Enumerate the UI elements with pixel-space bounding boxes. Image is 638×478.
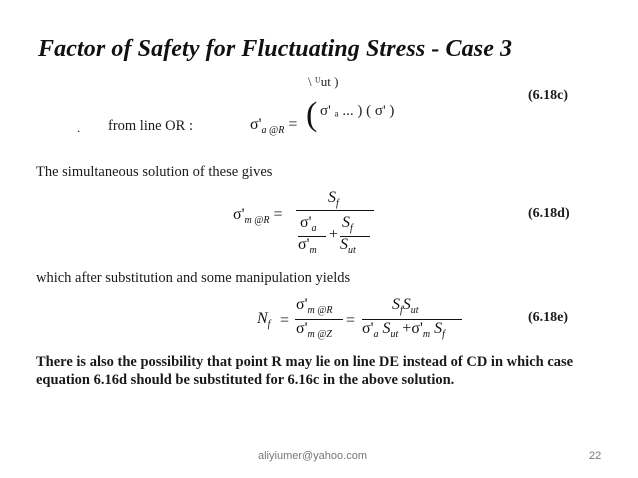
bullet-dot: . (77, 120, 81, 135)
sigma-prime-symbol: σ' (250, 116, 262, 133)
sigma-prime-symbol: σ' (362, 320, 374, 337)
eq-e-f1-numerator (296, 296, 333, 314)
text-possibility-line-1: There is also the possibility that point R may lie on line DE instead of CD in which case (36, 354, 574, 370)
s-symbol: S (340, 236, 348, 253)
subscript: a (373, 329, 379, 340)
equals-sign: = (273, 206, 283, 223)
subscript: ut (348, 245, 356, 256)
eq-e-f1-denominator (296, 320, 332, 338)
sigma-prime-symbol: σ' (298, 236, 310, 253)
subscript: f (336, 198, 339, 209)
subscript: f (442, 329, 445, 340)
subscript: f (350, 223, 353, 234)
subscript: a (311, 223, 317, 234)
eq-d-numerator (328, 189, 339, 207)
equals-sign: = (288, 116, 298, 133)
s-symbol: S (382, 320, 391, 337)
eq-c-lhs (250, 116, 297, 134)
sigma-prime-symbol: σ' (233, 206, 245, 223)
equals-sign-2: = (346, 312, 356, 329)
s-symbol: S (402, 296, 411, 313)
equation-number-d: (6.18d) (528, 206, 570, 221)
slide-title: Factor of Safety for Fluctuating Stress - Case 3 (38, 36, 513, 62)
plus-sign: + (402, 320, 412, 337)
subscript: m (422, 329, 431, 340)
text-simultaneous-solution: The simultaneous solution of these gives (36, 164, 273, 180)
eq-e-f2-denominator (362, 320, 445, 338)
page-number: 22 (589, 450, 602, 462)
subscript: m @Z (307, 329, 332, 340)
subscript: f (400, 305, 403, 316)
clipped-equation-fragment: \ ᵁut ) (308, 74, 339, 89)
s-symbol: S (328, 189, 336, 206)
text-after-substitution: which after substitution and some manipulation yields (36, 270, 351, 286)
open-paren: ( (306, 96, 318, 133)
footer-email: aliyiumer@yahoo.com (258, 450, 367, 462)
eq-c-lhs-subscript: a @R (261, 125, 285, 136)
eq-d-den1-denominator (298, 236, 317, 254)
eq-d-den2-denominator (340, 236, 356, 254)
n-symbol: N (257, 310, 268, 327)
s-symbol: S (392, 296, 400, 313)
eq-d-lhs (233, 206, 283, 224)
s-symbol: S (434, 320, 443, 337)
sigma-prime-symbol: σ' (296, 296, 308, 313)
subscript: m (309, 245, 317, 256)
sigma-prime-symbol: σ' (296, 320, 308, 337)
equals-sign-1: = (280, 312, 290, 329)
text-possibility-line-2: equation 6.16d should be substituted for 6.16c in the above solution. (36, 372, 455, 388)
subscript: ut (390, 329, 399, 340)
equation-number-c: (6.18c) (528, 88, 569, 103)
from-line-label: from line OR : (108, 118, 193, 134)
eq-e-f2-numerator (392, 296, 419, 314)
sigma-prime-symbol: σ' (411, 320, 423, 337)
eq-e-lhs (257, 310, 270, 328)
eq-d-main-fraction-bar (296, 210, 374, 211)
eq-c-clipped-fragment: σ' ₐ ... ) ( σ' ) (320, 103, 395, 119)
eq-d-den2-numerator (342, 214, 353, 232)
subscript: f (267, 319, 271, 330)
s-symbol: S (342, 214, 350, 231)
plus-sign: + (329, 226, 339, 243)
subscript: m @R (307, 305, 333, 316)
subscript: ut (410, 305, 419, 316)
eq-d-lhs-subscript: m @R (244, 215, 270, 226)
equation-number-e: (6.18e) (528, 310, 569, 325)
eq-d-den1-numerator (300, 214, 317, 232)
sigma-prime-symbol: σ' (300, 214, 312, 231)
